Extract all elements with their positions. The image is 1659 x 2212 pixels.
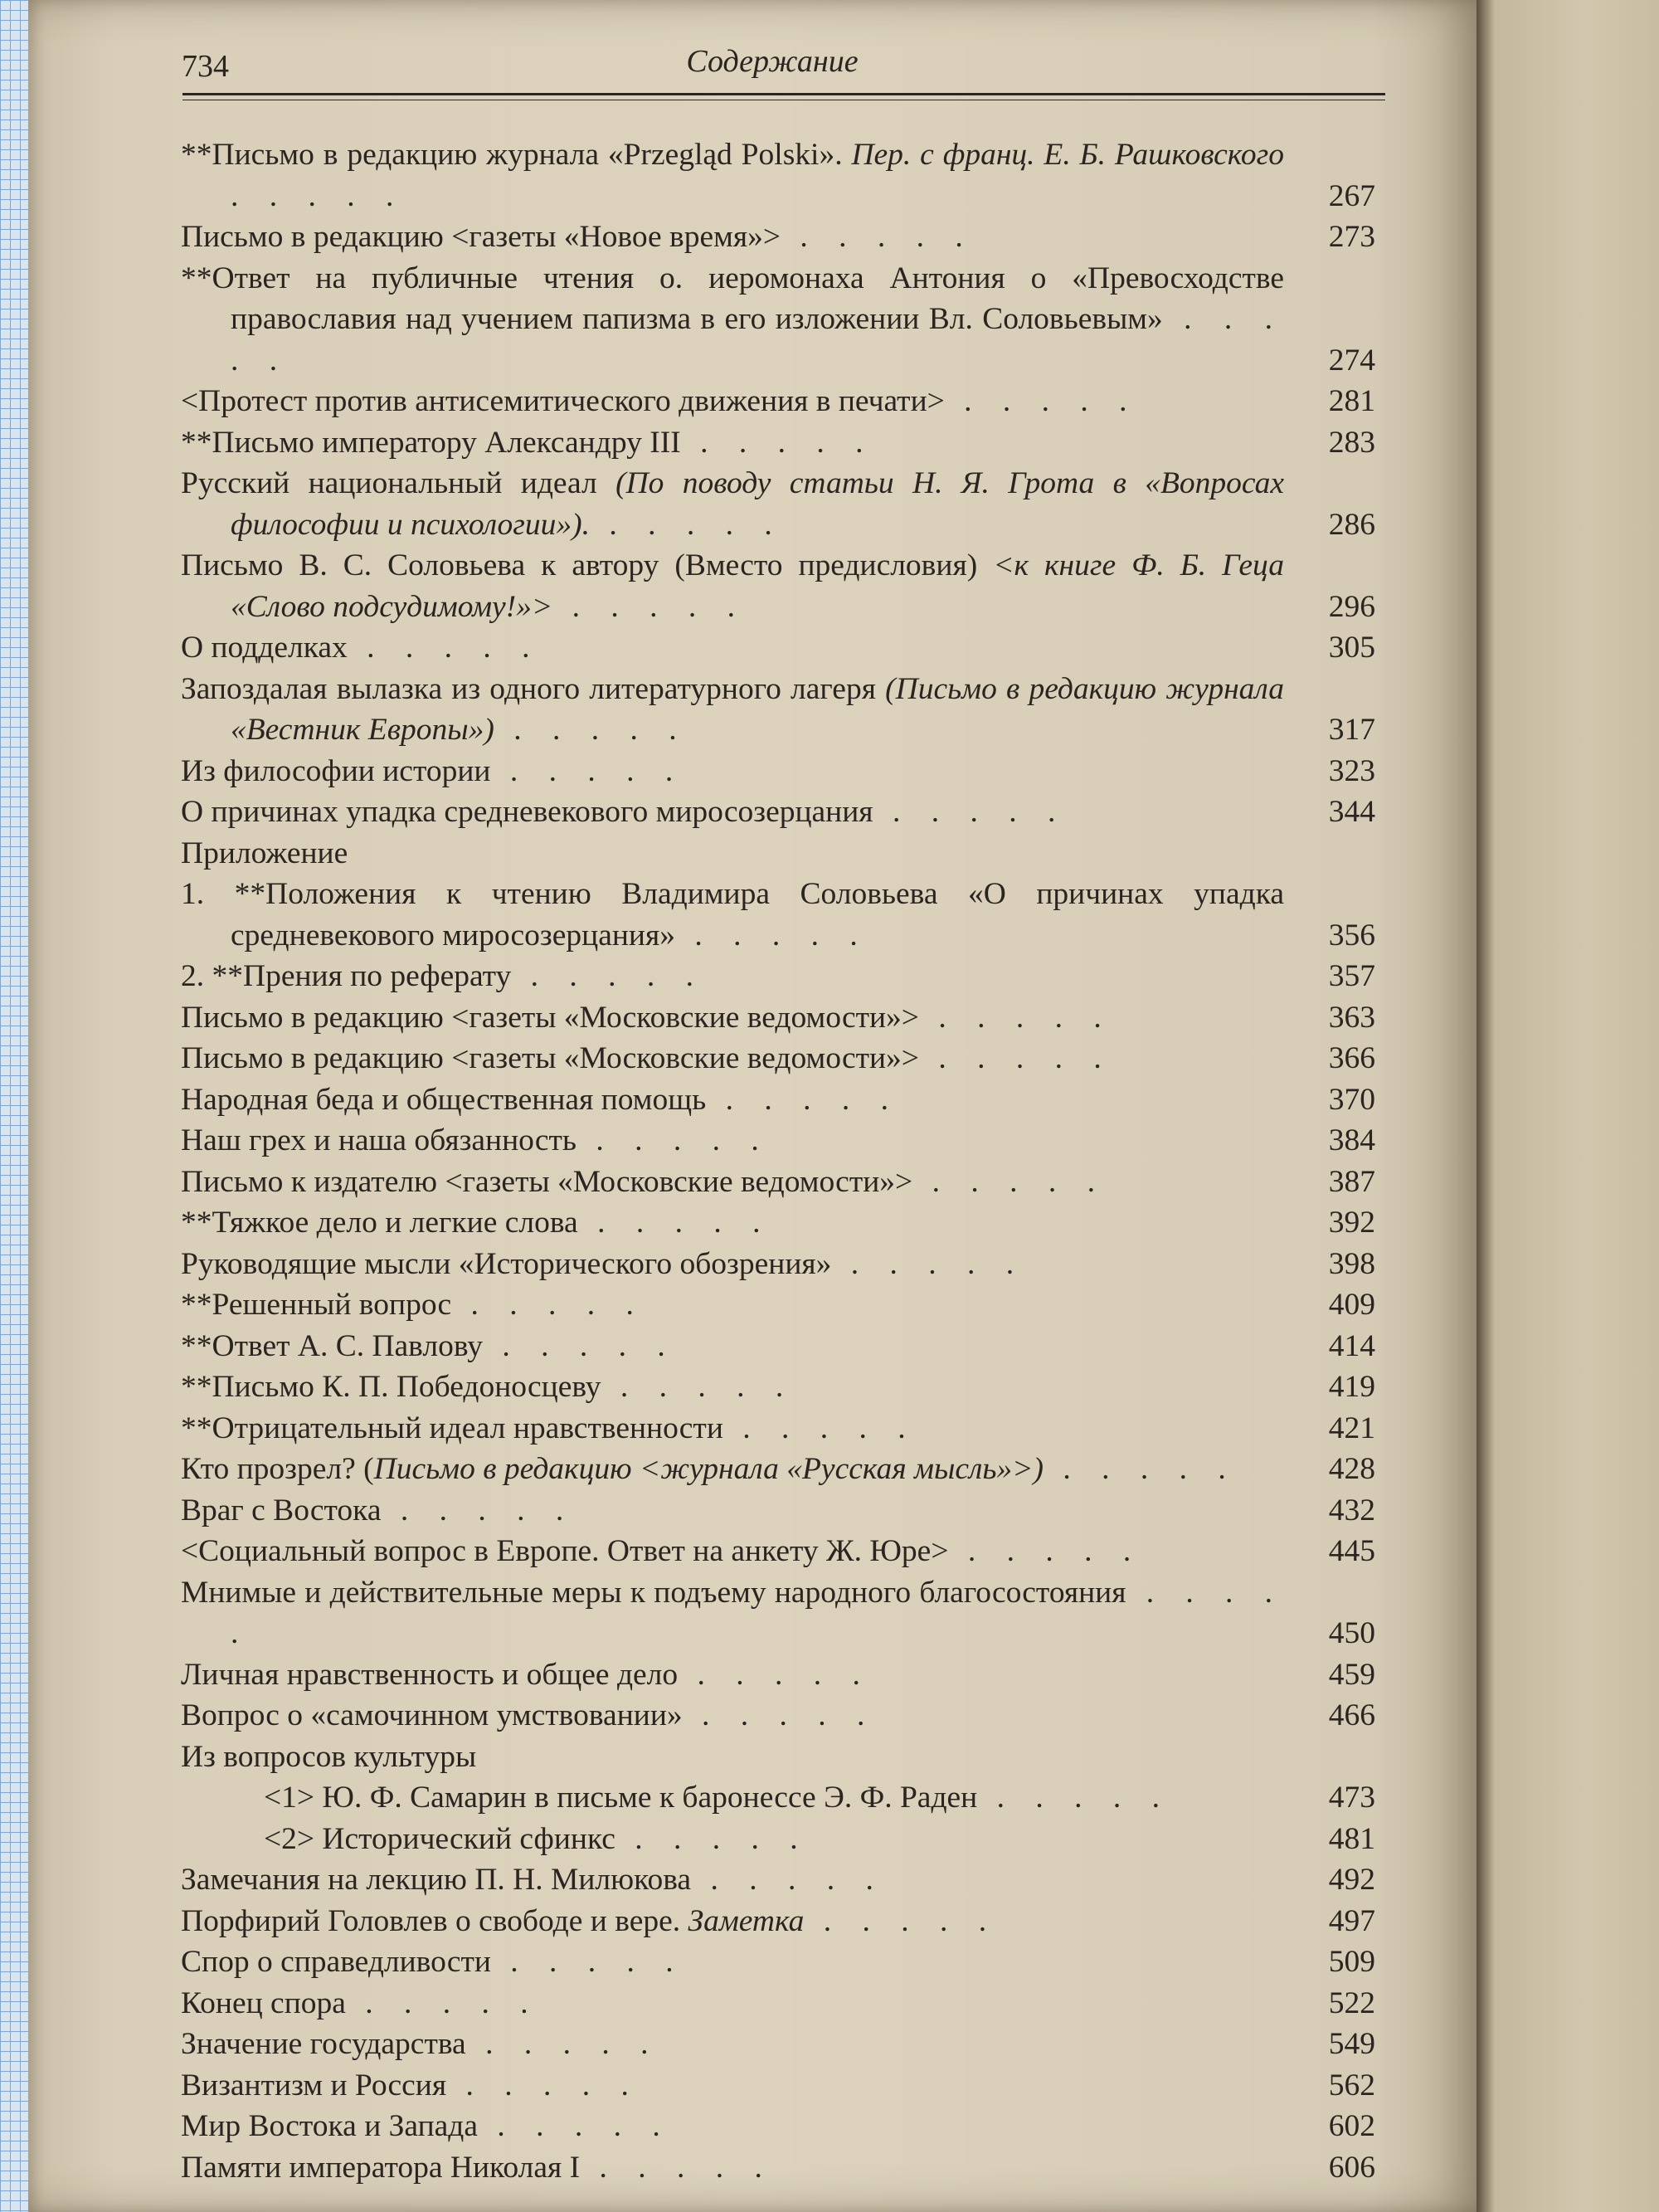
toc-entry (181, 1079, 1375, 1121)
toc-entry-title (181, 1942, 1284, 1983)
toc-entry (181, 258, 1375, 382)
toc-page-number: 522 (1328, 1985, 1375, 2020)
header-rule (182, 93, 1385, 95)
leader-dots: . . . . . (577, 1123, 771, 1157)
toc-entry-title (181, 463, 1284, 545)
toc-page-number: 414 (1328, 1328, 1375, 1363)
toc-page-number: 432 (1328, 1493, 1375, 1527)
toc-entry (181, 1284, 1375, 1326)
leader-dots: . . . . . (490, 753, 685, 788)
toc-entry-title (181, 2106, 1284, 2147)
toc-page-number: 392 (1328, 1206, 1375, 1240)
toc-page-number: 356 (1328, 918, 1375, 953)
leader-dots: . . . . . (912, 1164, 1107, 1199)
toc-entry-italic-note: Пер. с франц. Е. Б. Рашковского (842, 138, 1284, 172)
toc-entry (181, 956, 1375, 997)
toc-entry-text: **Письмо императору Александру III (181, 425, 681, 460)
toc-entry-title (181, 1449, 1284, 1490)
toc-entry-title (181, 2024, 1284, 2065)
toc-entry-text: Приложение (181, 836, 348, 870)
leader-dots: . . . . . (552, 589, 747, 624)
page-title: Содержание (686, 44, 859, 79)
leader-dots: . . . . . (831, 1246, 1026, 1281)
leader-dots: . . . . . (577, 1206, 772, 1240)
toc-entry (181, 134, 1375, 217)
toc-entry-title (264, 1777, 1284, 1819)
toc-entry-title (181, 1901, 1284, 1942)
toc-entry-text: Письмо В. С. Соловьева к автору (Вместо предисловия) (181, 548, 978, 582)
leader-dots: . . . . . (682, 1698, 877, 1732)
toc-page-number: 473 (1328, 1781, 1375, 1815)
toc-entry (181, 2024, 1375, 2065)
toc-page-number: 549 (1328, 2027, 1375, 2061)
toc-entry-text: **Письмо К. П. Победоносцеву (181, 1370, 601, 1404)
leader-dots: . . . . . (490, 1945, 685, 1979)
toc-entry (181, 1531, 1375, 1572)
toc-page-number: 281 (1328, 384, 1375, 418)
toc-entry-title (181, 1983, 1284, 2024)
toc-page-number: 363 (1328, 1000, 1375, 1035)
leader-dots: . . . . . (944, 384, 1139, 418)
toc-page-number: 466 (1328, 1698, 1375, 1732)
leader-dots: . . . . . (1043, 1452, 1238, 1486)
toc-entry-text: О причинах упадка средневекового миросозерцания (181, 795, 873, 829)
toc-entry (181, 1983, 1375, 2024)
toc-entry (181, 2106, 1375, 2147)
toc-page-number: 366 (1328, 1041, 1375, 1075)
toc-entry-text: <Социальный вопрос в Европе. Ответ на анкету Ж. Юре> (181, 1534, 949, 1568)
toc-entry-title (181, 833, 1284, 875)
toc-entry (181, 1244, 1375, 1285)
toc-entry-text: Русский национальный идеал (181, 466, 597, 500)
toc-entry-text: Вопрос о «самочинном умствовании» (181, 1698, 683, 1732)
leader-dots: . . . . . (231, 1575, 1284, 1650)
toc-entry (181, 2147, 1375, 2189)
page-number: 734 (182, 49, 229, 84)
toc-entry-title (181, 792, 1284, 833)
leader-dots: . . . . . (494, 713, 688, 747)
toc-entry-title (181, 2147, 1284, 2189)
toc-entry-text: Запоздалая вылазка из одного литературного лагеря (181, 671, 876, 706)
toc-entry-text: Наш грех и наша обязанность (181, 1123, 577, 1157)
toc-entry-text: Письмо к издателю <газеты «Московские ведомости»> (181, 1164, 913, 1199)
toc-entry-title (181, 956, 1284, 997)
toc-entry-title (181, 217, 1284, 258)
toc-page-number: 606 (1328, 2150, 1375, 2185)
toc-entry (181, 751, 1375, 792)
toc-entry-text: Значение государства (181, 2027, 466, 2061)
toc-entry (181, 669, 1375, 751)
leader-dots: . . . . . (590, 507, 784, 542)
leader-dots: . . . . . (381, 1493, 576, 1527)
toc-entry-title (181, 1162, 1284, 1203)
leader-dots: . . . . . (511, 959, 706, 993)
leader-dots: . . . . . (781, 220, 975, 254)
toc-entry-text: <Протест против антисемитического движения в печати> (181, 384, 945, 418)
toc-entry (181, 792, 1375, 833)
leader-dots: . . . . . (446, 2068, 640, 2102)
leader-dots: . . . . . (580, 2150, 774, 2185)
toc-entry-title (181, 2065, 1284, 2107)
toc-entry-italic-note: (Письмо в редакцию журнала «Вестник Европы») (231, 671, 1284, 747)
toc-page-number: 296 (1328, 589, 1375, 624)
toc-entry (181, 627, 1375, 669)
toc-entry-text: Памяти императора Николая I (181, 2150, 581, 2185)
leader-dots: . . . . . (977, 1781, 1171, 1815)
leader-dots: . . . . . (722, 1411, 917, 1445)
toc-entry-title (181, 134, 1284, 217)
toc-entry (181, 1695, 1375, 1737)
toc-entry-title (181, 997, 1284, 1039)
toc-page-number: 409 (1328, 1288, 1375, 1322)
toc-entry (181, 1859, 1375, 1901)
toc-page-number: 267 (1328, 178, 1375, 213)
toc-entry-title (181, 669, 1284, 751)
leader-dots: . . . . . (483, 1328, 677, 1363)
leader-dots: . . . . . (345, 1985, 540, 2020)
toc-entry-text: Порфирий Головлев о свободе и вере. (181, 1903, 681, 1938)
toc-entry-text: 1. **Положения к чтению Владимира Соловьева «О причинах упадка средневекового миросозерцания» (181, 877, 1284, 953)
toc-entry-title (181, 1572, 1284, 1654)
toc-entry-italic-note: Письмо в редакцию <журнала «Русская мысль»>) (373, 1452, 1044, 1486)
leader-dots: . . . . . (451, 1288, 645, 1322)
toc-page-number: 445 (1328, 1534, 1375, 1568)
toc-entry-text: Враг с Востока (181, 1493, 382, 1527)
toc-entry (181, 463, 1375, 545)
toc-entry-title (181, 1284, 1284, 1326)
toc-entry-text: 2. **Прения по реферату (181, 959, 512, 993)
toc-entry (181, 1038, 1375, 1079)
toc-page-number: 323 (1328, 753, 1375, 788)
toc-entry-text: **Тяжкое дело и легкие слова (181, 1206, 578, 1240)
toc-entry-title (181, 1408, 1284, 1449)
toc-entry (181, 1408, 1375, 1449)
toc-page-number: 274 (1328, 343, 1375, 378)
toc-entry-text: Византизм и Россия (181, 2068, 447, 2102)
toc-entry (181, 1202, 1375, 1244)
toc-entry-text: Письмо в редакцию <газеты «Новое время»> (181, 220, 781, 254)
toc-entry (181, 1777, 1375, 1819)
table-of-contents (181, 134, 1375, 2188)
toc-entry-title (181, 627, 1284, 669)
toc-entry (181, 1901, 1375, 1942)
toc-entry (181, 422, 1375, 464)
toc-entry-title (181, 381, 1284, 422)
toc-page-number: 317 (1328, 713, 1375, 747)
toc-page-number: 398 (1328, 1246, 1375, 1281)
leader-dots: . . . . . (691, 1863, 885, 1897)
toc-entry (181, 2065, 1375, 2107)
toc-page-number: 509 (1328, 1945, 1375, 1979)
toc-entry (181, 1572, 1375, 1654)
leader-dots: . . . . . (478, 2109, 672, 2143)
toc-page-number: 273 (1328, 220, 1375, 254)
facing-page (1477, 0, 1659, 2212)
toc-entry-text: Кто прозрел? ( (181, 1452, 374, 1486)
toc-page-number: 421 (1328, 1411, 1375, 1445)
toc-entry (181, 1654, 1375, 1696)
toc-entry-title (181, 1695, 1284, 1737)
leader-dots: . . . . . (680, 425, 875, 460)
toc-entry (181, 1490, 1375, 1532)
toc-entry-text: Замечания на лекцию П. Н. Милюкова (181, 1863, 692, 1897)
toc-entry (181, 1326, 1375, 1367)
leader-dots: . . . . . (678, 1657, 872, 1692)
toc-entry-text: О подделках (181, 631, 348, 665)
toc-entry-text: Письмо в редакцию <газеты «Московские ведомости»> (181, 1041, 919, 1075)
running-header (154, 40, 1390, 84)
leader-dots: . . . . . (347, 631, 542, 665)
toc-page-number: 481 (1328, 1821, 1375, 1856)
toc-entry (181, 1737, 1375, 1778)
toc-page-number: 562 (1328, 2068, 1375, 2102)
toc-entry-text: Личная нравственность и общее дело (181, 1657, 679, 1692)
toc-entry-title (181, 1079, 1284, 1121)
toc-page-number: 387 (1328, 1164, 1375, 1199)
toc-entry (181, 1367, 1375, 1408)
toc-page-number: 497 (1328, 1903, 1375, 1938)
toc-page-number: 492 (1328, 1863, 1375, 1897)
toc-entry-italic-note: (По поводу статьи Н. Я. Грота в «Вопросах философии и психологии»). (231, 466, 1284, 542)
toc-entry-title (181, 1367, 1284, 1408)
toc-page-number: 357 (1328, 959, 1375, 993)
toc-entry (181, 545, 1375, 627)
toc-page-number: 459 (1328, 1657, 1375, 1692)
toc-entry-text: Из философии истории (181, 753, 491, 788)
toc-page-number: 305 (1328, 631, 1375, 665)
toc-page-number: 428 (1328, 1452, 1375, 1486)
toc-entry-title (181, 751, 1284, 792)
toc-entry-text: <2> Исторический сфинкс (264, 1821, 615, 1856)
leader-dots: . . . . . (873, 795, 1068, 829)
toc-page-number: 419 (1328, 1370, 1375, 1404)
toc-entry (181, 1449, 1375, 1490)
toc-entry-title (181, 1120, 1284, 1162)
toc-entry-title (181, 1202, 1284, 1244)
toc-entry-text: Мнимые и действительные меры к подъему народного благосостояния (181, 1575, 1126, 1610)
toc-entry-text: Письмо в редакцию <газеты «Московские ведомости»> (181, 1000, 919, 1035)
leader-dots: . . . . . (675, 918, 869, 953)
toc-page-number: 286 (1328, 507, 1375, 542)
toc-page-number: 370 (1328, 1082, 1375, 1117)
toc-entry-title (181, 1859, 1284, 1901)
toc-entry (181, 874, 1375, 956)
leader-dots: . . . . . (601, 1370, 795, 1404)
toc-entry-text: **Отрицательный идеал нравственности (181, 1411, 723, 1445)
toc-entry-title (181, 874, 1284, 956)
leader-dots: . . . . . (231, 178, 406, 213)
leader-dots: . . . . . (706, 1082, 901, 1117)
toc-entry-text: **Ответ на публичные чтения о. иеромонаха Антония о «Превосходстве православия над учением папизма в его изложении Вл. Соловьевым» (181, 261, 1284, 336)
toc-entry-title (181, 1038, 1284, 1079)
toc-entry-title (181, 1654, 1284, 1696)
leader-dots: . . . . . (948, 1534, 1143, 1568)
toc-entry-text: Спор о справедливости (181, 1945, 491, 1979)
toc-entry-text: Народная беда и общественная помощь (181, 1082, 707, 1117)
toc-entry-text: Конец спора (181, 1985, 346, 2020)
toc-entry (181, 833, 1375, 875)
toc-entry-italic-note: Заметка (680, 1903, 805, 1938)
toc-entry-title (181, 1244, 1284, 1285)
toc-entry-text: Руководящие мысли «Исторического обозрения» (181, 1246, 832, 1281)
toc-entry (181, 217, 1375, 258)
toc-entry-text: **Решенный вопрос (181, 1288, 452, 1322)
toc-page-number: 384 (1328, 1123, 1375, 1157)
toc-entry-text: **Письмо в редакцию журнала «Przegląd Polski». (181, 138, 843, 172)
toc-entry (181, 1120, 1375, 1162)
toc-entry-title (264, 1819, 1284, 1860)
toc-entry (181, 1942, 1375, 1983)
toc-entry-title (181, 1326, 1284, 1367)
leader-dots: . . . . . (615, 1821, 810, 1856)
toc-entry (181, 1162, 1375, 1203)
toc-page-number: 602 (1328, 2109, 1375, 2143)
toc-entry-italic-note: <к книге Ф. Б. Геца «Слово подсудимому!»> (231, 548, 1284, 624)
toc-entry-title (181, 258, 1284, 382)
toc-page-number: 450 (1328, 1616, 1375, 1650)
leader-dots: . . . . . (918, 1000, 1113, 1035)
toc-entry (181, 381, 1375, 422)
toc-entry-text: **Ответ А. С. Павлову (181, 1328, 484, 1363)
toc-entry-title (181, 1737, 1284, 1778)
leader-dots: . . . . . (804, 1903, 999, 1938)
toc-entry-title (181, 545, 1284, 627)
toc-entry (181, 997, 1375, 1039)
leader-dots: . . . . . (231, 302, 1285, 378)
leader-dots: . . . . . (918, 1041, 1113, 1075)
toc-page-number: 344 (1328, 795, 1375, 829)
toc-entry-title (181, 1490, 1284, 1532)
toc-entry-title (181, 1531, 1284, 1572)
toc-page-number: 283 (1328, 425, 1375, 460)
toc-entry-text: <1> Ю. Ф. Самарин в письме к баронессе Э. Ф. Раден (264, 1781, 978, 1815)
toc-entry-title (181, 422, 1284, 464)
leader-dots: . . . . . (465, 2027, 660, 2061)
toc-entry (181, 1819, 1375, 1860)
toc-entry-text: Мир Востока и Запада (181, 2109, 479, 2143)
toc-entry-text: Из вопросов культуры (181, 1739, 477, 1774)
